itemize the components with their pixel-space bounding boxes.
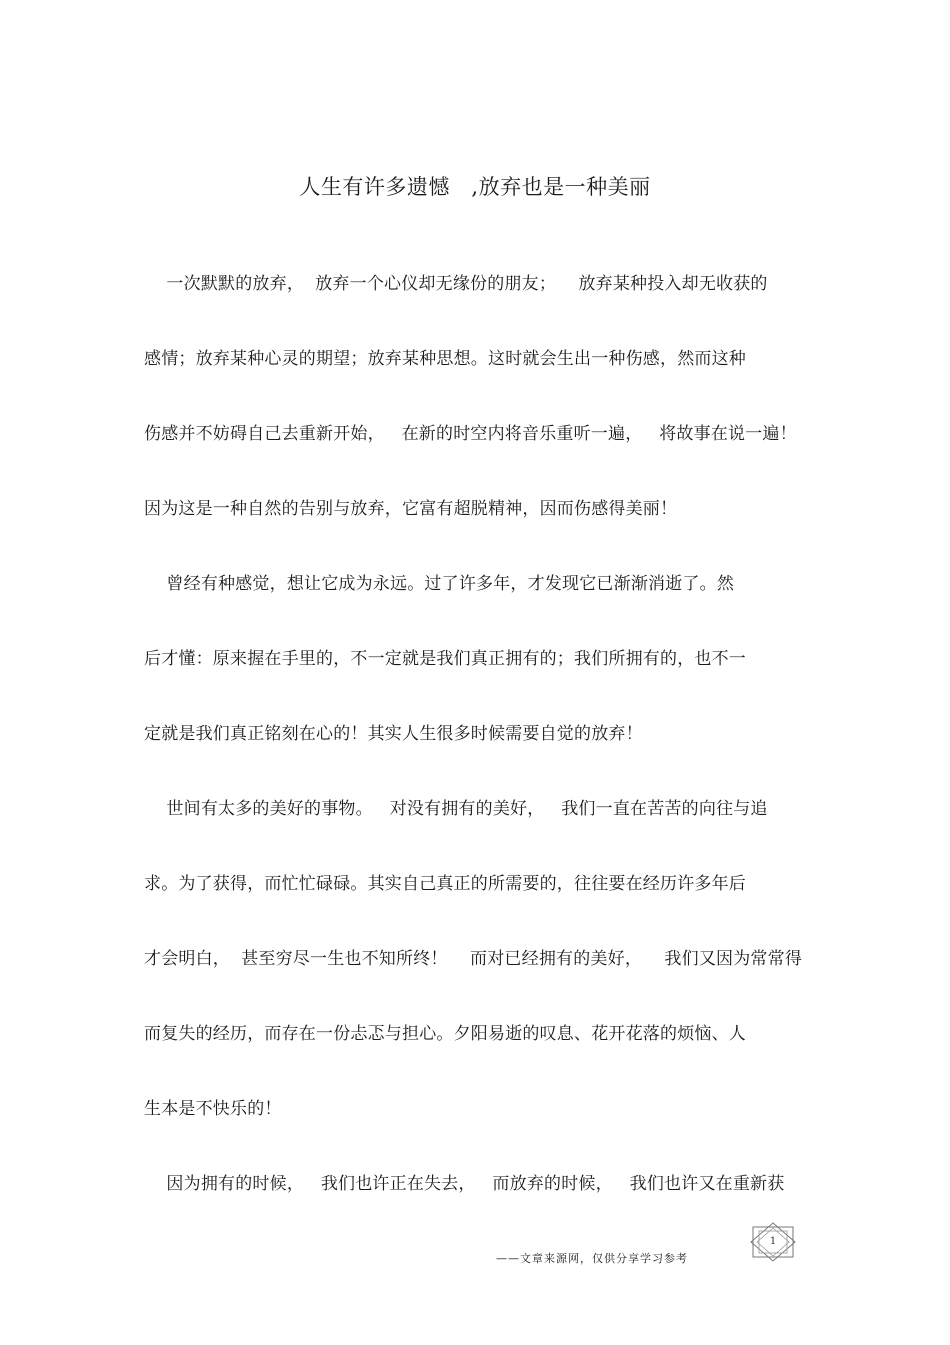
text-line: 生本是不快乐的！ bbox=[144, 1099, 282, 1119]
text-line: 求。为了获得，而忙忙碌碌。其实自己真正的所需要的，往往要在经历许多年后 bbox=[144, 874, 746, 894]
text-line: 曾经有种感觉，想让它成为永远。过了许多年，才发现它已渐渐消逝了。然 bbox=[144, 574, 735, 594]
text-line: 伤感并不妨碍自己去重新开始， 在新的时空内将音乐重听一遍， 将故事在说一遍！ bbox=[144, 424, 797, 444]
text-line: 而复失的经历，而存在一份忐忑与担心。夕阳易逝的叹息、花开花落的烦恼、人 bbox=[144, 1024, 746, 1044]
text-line: 世间有太多的美好的事物。 对没有拥有的美好， 我们一直在苦苦的向往与追 bbox=[144, 799, 768, 819]
page-number-badge bbox=[749, 1222, 797, 1262]
text-line: 因为拥有的时候， 我们也许正在失去， 而放弃的时候， 我们也许又在重新获 bbox=[144, 1174, 785, 1194]
page-title: 人生有许多遗憾 ,放弃也是一种美丽 bbox=[299, 175, 651, 199]
text-line: 感情；放弃某种心灵的期望；放弃某种思想。这时就会生出一种伤感，然而这种 bbox=[144, 349, 746, 369]
text-line: 一次默默的放弃， 放弃一个心仪却无缘份的朋友； 放弃某种投入却无收获的 bbox=[144, 274, 768, 294]
page-number: 1 bbox=[769, 1236, 777, 1247]
text-line: 定就是我们真正铭刻在心的！其实人生很多时候需要自觉的放弃！ bbox=[144, 724, 643, 744]
text-line: 才会明白， 甚至穷尽一生也不知所终！ 而对已经拥有的美好， 我们又因为常常得 bbox=[144, 949, 803, 969]
footer-note: ——文章来源网，仅供分享学习参考 bbox=[496, 1252, 688, 1265]
text-line: 后才懂：原来握在手里的，不一定就是我们真正拥有的；我们所拥有的，也不一 bbox=[144, 649, 746, 669]
text-line: 因为这是一种自然的告别与放弃，它富有超脱精神，因而伤感得美丽！ bbox=[144, 499, 678, 519]
